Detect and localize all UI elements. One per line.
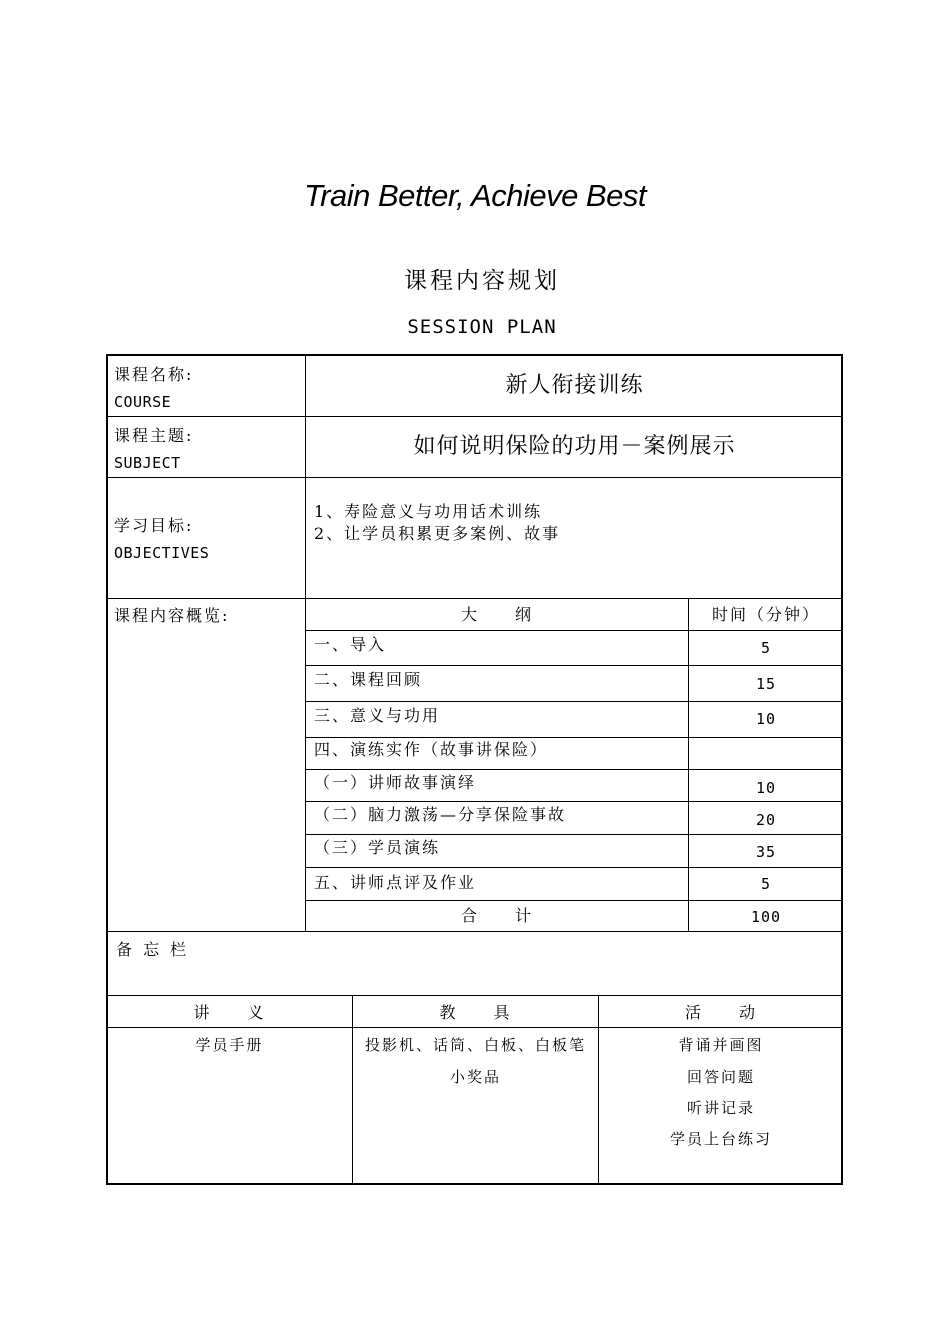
objectives-label: 学习目标: [114,516,194,535]
overview-row-divider [305,801,843,802]
row-divider [106,416,843,417]
objectives-label-en: OBJECTIVES [114,544,210,562]
slogan: Train Better, Achieve Best [304,178,646,213]
overview-row-divider [305,701,843,702]
course-label-en: COURSE [114,393,172,411]
total-value: 100 [750,908,782,926]
memo-label: 备 忘 栏 [116,940,190,959]
outline-item: 一、导入 [314,635,387,654]
objective-item: 2、让学员积累更多案例、故事 [314,524,561,543]
subject-value: 如何说明保险的功用－案例展示 [413,434,736,459]
overview-row-divider [305,769,843,770]
overview-row-divider [305,867,843,868]
activities-header: 活 动 [684,1003,757,1022]
tools-item: 投影机、话筒、白板、白板笔 [364,1036,586,1054]
objective-item: 1、寿险意义与功用话术训练 [314,502,543,521]
outline-item: 二、课程回顾 [314,670,423,689]
activity-item: 学员上台练习 [669,1130,772,1148]
overview-row-divider [305,737,843,738]
activity-item: 听讲记录 [686,1099,755,1117]
tools-header: 教 具 [439,1003,512,1022]
course-value: 新人衔接训练 [505,373,644,398]
time-header: 时间（分钟） [711,605,820,624]
outline-item: 四、演练实作（故事讲保险） [314,740,549,759]
overview-row-divider [305,630,843,631]
row-divider [106,477,843,478]
page-subtitle: SESSION PLAN [407,316,557,338]
time-value: 5 [760,639,772,657]
time-value: 20 [755,811,777,829]
time-value: 5 [760,875,772,893]
activity-item: 背诵并画图 [678,1036,764,1054]
row-divider [106,931,843,932]
overview-row-divider [305,900,843,901]
handout-header: 讲 义 [193,1003,266,1022]
outline-item: （二）脑力激荡—分享保险事故 [314,805,567,824]
time-value: 35 [755,843,777,861]
outline-item: （三）学员演练 [314,838,441,857]
course-label: 课程名称: [114,365,194,384]
row-divider [106,1027,843,1028]
outline-header: 大 纲 [460,605,533,624]
time-value: 15 [755,675,777,693]
tools-item: 小奖品 [449,1068,501,1086]
time-value: 10 [755,710,777,728]
overview-row-divider [305,834,843,835]
time-value: 10 [755,779,777,797]
subject-label-en: SUBJECT [114,454,181,472]
outline-item: 三、意义与功用 [314,706,441,725]
page-title: 课程内容规划 [404,268,560,294]
subject-label: 课程主题: [114,426,194,445]
overview-row-divider [305,665,843,666]
outline-item: （一）讲师故事演绎 [314,773,477,792]
overview-label: 课程内容概览: [114,606,230,625]
total-label: 合 计 [460,906,533,925]
handout-item: 学员手册 [195,1036,264,1054]
row-divider [106,598,843,599]
activity-item: 回答问题 [686,1068,755,1086]
row-divider [106,995,843,996]
outline-item: 五、讲师点评及作业 [314,873,477,892]
